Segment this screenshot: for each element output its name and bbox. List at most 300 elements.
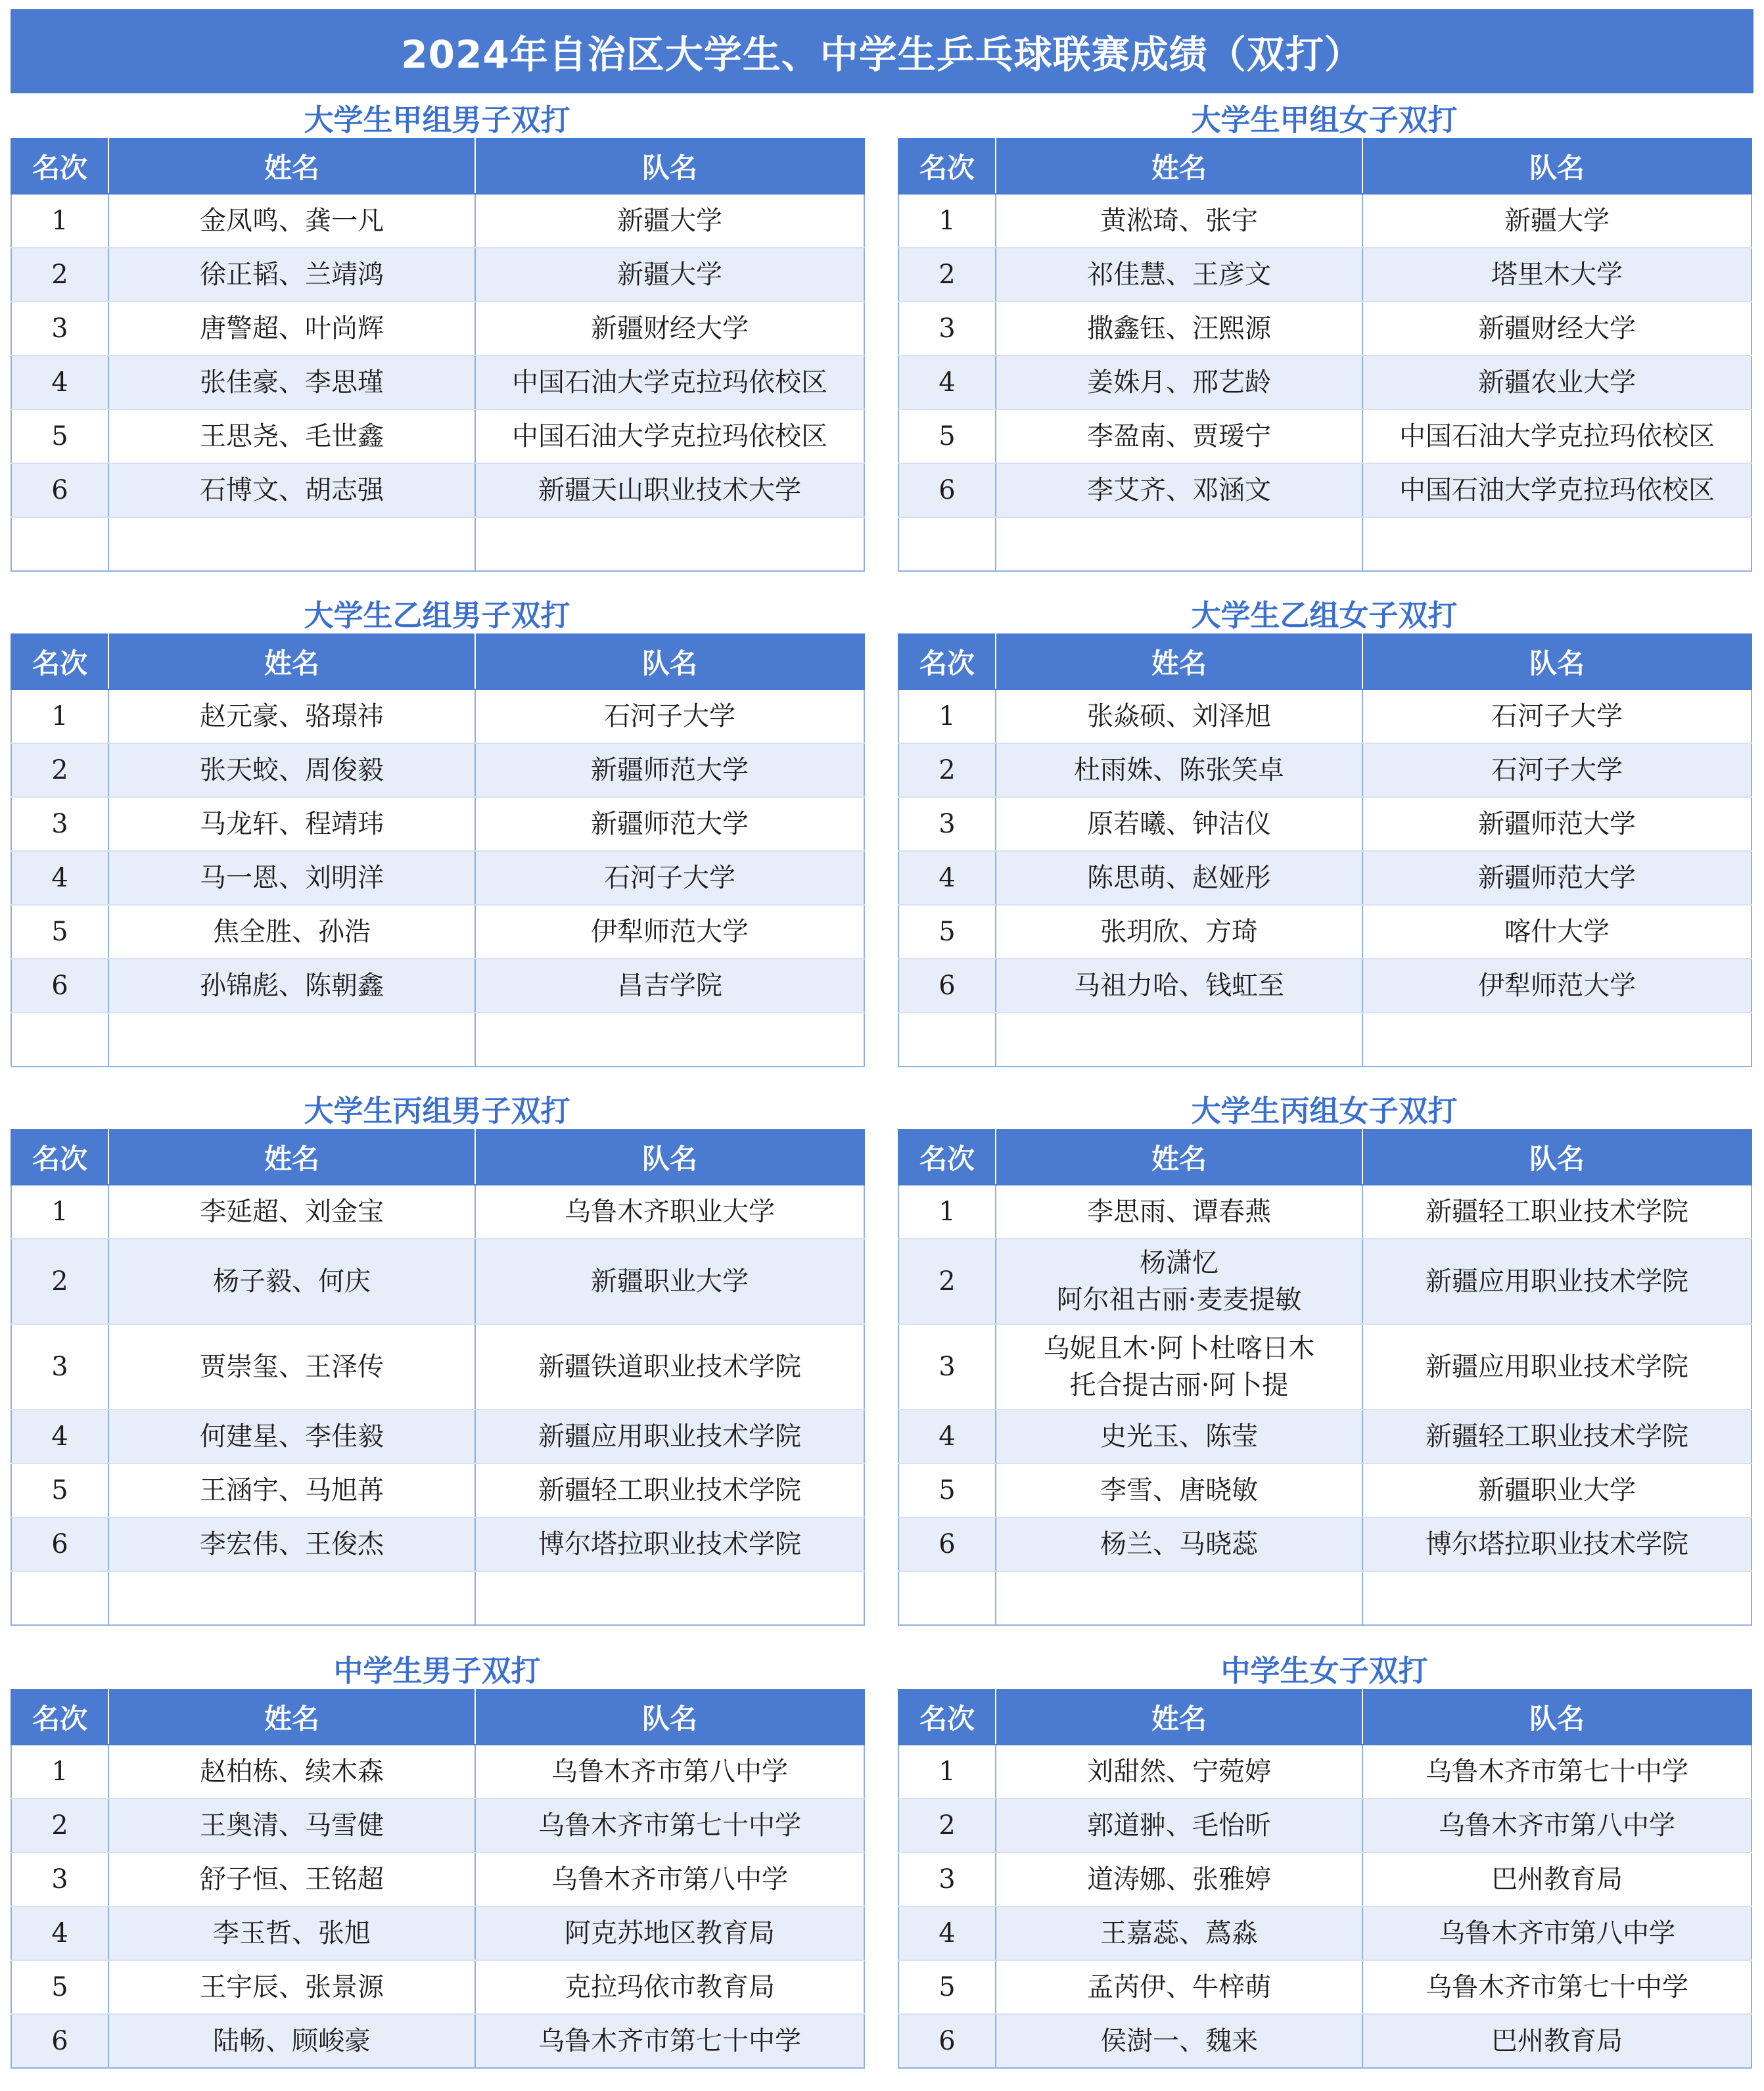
rank-cell: 6 [11,463,108,517]
header-name: 姓名 [996,139,1362,194]
player-names-cell [996,1960,1362,2014]
rank-cell: 6 [898,1517,996,1571]
player-names-cell [108,851,475,905]
team-cell: 新疆应用职业技术学院 [1362,1324,1752,1410]
player-names-cell [996,743,1362,797]
team-cell: 伊犁师范大学 [1362,959,1752,1013]
rank-cell: 4 [898,1410,996,1463]
team-cell: 石河子大学 [1362,689,1752,743]
team-cell: 新疆应用职业技术学院 [1362,1239,1752,1324]
team-cell: 新疆天山职业技术大学 [475,463,864,517]
player-names-cell [996,1745,1362,1799]
player-name-line: 赵柏栋、续木森 [200,1757,384,1787]
player-name-line: 李艾齐、邓涵文 [1087,475,1271,505]
team-cell: 中国石油大学克拉玛依校区 [1362,463,1752,517]
player-name-line: 王奥清、马雪健 [200,1810,384,1841]
section-title: 大学生乙组男子双打 [304,597,570,633]
team-cell: 新疆财经大学 [475,302,864,356]
section-title: 中学生男子双打 [333,1653,541,1688]
player-names-cell [108,409,475,463]
rank-cell: 3 [898,797,996,851]
rank-cell: 1 [11,194,108,248]
team-cell: 新疆财经大学 [1362,302,1752,356]
player-names-cell [108,1571,475,1625]
table-row [898,1517,1752,1571]
player-name-line: 张佳豪、李思瑾 [200,367,384,398]
section-title: 大学生甲组男子双打 [304,102,570,137]
results-table [11,1689,865,2069]
player-name-line: 杨潇忆 [1140,1248,1219,1278]
player-name-line: 张焱硕、刘泽旭 [1087,701,1271,731]
player-names-cell [996,248,1362,302]
rank-cell: 2 [11,743,108,797]
player-name-line: 王宇辰、张景源 [200,1972,384,2002]
results-panel [898,591,1751,1067]
player-names-cell [996,689,1362,743]
rank-cell: 4 [898,851,996,905]
header-team: 队名 [1362,139,1752,194]
rank-cell: 2 [11,248,108,302]
table-row [11,1852,864,1906]
table-row [898,959,1752,1013]
header-team: 队名 [475,634,864,689]
results-table [11,633,865,1067]
table-row [898,1013,1752,1067]
rank-cell: 4 [898,356,996,409]
player-names-cell [108,1013,475,1067]
player-names-cell [996,797,1362,851]
results-table [11,1129,865,1626]
results-table [898,138,1752,572]
player-names-cell [996,194,1362,248]
team-cell: 巴州教育局 [1362,1852,1752,1906]
player-name-line: 李玉哲、张旭 [213,1918,371,1948]
header-rank: 名次 [11,634,108,689]
player-names-cell [996,959,1362,1013]
table-header-row [898,1130,1752,1185]
table-row [898,1410,1752,1463]
player-names-cell [108,1410,475,1463]
header-team: 队名 [1362,1130,1752,1185]
section-title: 大学生乙组女子双打 [1191,597,1458,633]
table-row [11,409,864,463]
table-row [11,1745,864,1799]
table-row [898,1463,1752,1517]
player-names-cell [108,797,475,851]
rank-cell: 1 [898,194,996,248]
player-names-cell [108,248,475,302]
team-cell: 乌鲁木齐市第八中学 [475,1745,864,1799]
player-name-line: 石博文、胡志强 [200,475,384,505]
team-cell: 乌鲁木齐市第七十中学 [475,1799,864,1852]
player-names-cell [108,463,475,517]
team-cell [1362,517,1752,571]
results-table [898,1689,1752,2069]
header-name: 姓名 [108,1689,475,1745]
rank-cell: 6 [898,959,996,1013]
player-names-cell [996,1852,1362,1906]
player-name-line: 李延超、刘金宝 [200,1197,384,1227]
rank-cell: 5 [898,409,996,463]
table-row [11,797,864,851]
rank-cell [898,517,996,571]
team-cell: 新疆职业大学 [475,1239,864,1324]
team-cell: 新疆师范大学 [1362,851,1752,905]
table-row [898,1571,1752,1625]
player-names-cell [996,2014,1362,2068]
rank-cell: 5 [898,905,996,959]
team-cell: 新疆师范大学 [475,743,864,797]
team-cell: 克拉玛依市教育局 [475,1960,864,2014]
rank-cell: 5 [11,1463,108,1517]
team-cell: 中国石油大学克拉玛依校区 [475,356,864,409]
team-cell: 新疆大学 [475,248,864,302]
player-names-cell [108,2014,475,2068]
table-row [898,689,1752,743]
header-team: 队名 [475,1689,864,1745]
player-names-cell [108,689,475,743]
player-names-cell [108,1960,475,2014]
player-name-line: 唐警超、叶尚辉 [200,313,384,344]
table-row [11,1410,864,1463]
team-cell: 乌鲁木齐市第七十中学 [1362,1745,1752,1799]
rank-cell: 1 [898,1185,996,1239]
player-name-line: 张玥欣、方琦 [1100,917,1258,947]
player-names-cell [996,409,1362,463]
table-row [898,1239,1752,1324]
rank-cell: 3 [898,1852,996,1906]
team-cell: 乌鲁木齐市第七十中学 [475,2014,864,2068]
player-name-line: 焦全胜、孙浩 [213,917,371,947]
table-row [11,1571,864,1625]
player-names-cell [996,1410,1362,1463]
player-name-line: 黄淞琦、张宇 [1100,206,1258,236]
table-row [11,1799,864,1852]
rank-cell [11,517,108,571]
player-names-cell [996,1324,1362,1410]
player-name-line: 姜姝月、邢艺龄 [1087,367,1271,398]
player-name-line: 撒鑫钰、汪熙源 [1087,313,1271,344]
player-name-line: 赵元豪、骆璟祎 [200,701,384,731]
player-names-cell [996,517,1362,571]
player-names-cell [108,517,475,571]
table-row [11,1013,864,1067]
player-name-line: 孙锦彪、陈朝鑫 [200,971,384,1001]
team-cell: 巴州教育局 [1362,2014,1752,2068]
player-name-line: 陈思萌、赵娅彤 [1087,863,1271,893]
table-row [898,302,1752,356]
header-name: 姓名 [996,634,1362,689]
table-row [898,194,1752,248]
rank-cell: 4 [11,1906,108,1960]
rank-cell: 5 [11,409,108,463]
team-cell: 新疆农业大学 [1362,356,1752,409]
team-cell: 中国石油大学克拉玛依校区 [475,409,864,463]
player-name-line: 陆畅、顾峻豪 [213,2026,371,2056]
player-names-cell [108,1185,475,1239]
rank-cell: 3 [11,1324,108,1410]
player-name-line: 王思尧、毛世鑫 [200,421,384,451]
rank-cell: 2 [898,248,996,302]
team-cell [475,1013,864,1067]
player-names-cell [108,905,475,959]
team-cell: 石河子大学 [475,689,864,743]
table-row [898,2014,1752,2068]
player-names-cell [996,302,1362,356]
rank-cell [11,1571,108,1625]
header-rank: 名次 [898,1689,996,1745]
team-cell: 塔里木大学 [1362,248,1752,302]
team-cell: 昌吉学院 [475,959,864,1013]
table-row [898,356,1752,409]
rank-cell: 2 [898,743,996,797]
results-panel [11,1087,864,1626]
player-name-line: 史光玉、陈莹 [1100,1421,1258,1452]
table-row [11,194,864,248]
rank-cell: 3 [11,797,108,851]
player-names-cell [996,905,1362,959]
player-names-cell [996,1239,1362,1324]
table-row [11,905,864,959]
player-name-line: 李思雨、谭春燕 [1087,1197,1271,1227]
rank-cell: 4 [11,851,108,905]
table-row [11,1185,864,1239]
player-name-line: 贾崇玺、王泽传 [200,1352,384,1382]
player-names-cell [996,463,1362,517]
table-header-row [11,634,864,689]
table-row [11,1906,864,1960]
table-header-row [898,139,1752,194]
player-name-line: 李雪、唐晓敏 [1100,1475,1258,1505]
table-row [11,463,864,517]
team-cell [1362,1013,1752,1067]
team-cell: 中国石油大学克拉玛依校区 [1362,409,1752,463]
table-row [898,409,1752,463]
rank-cell: 1 [11,1745,108,1799]
table-header-row [11,1689,864,1745]
table-row [898,248,1752,302]
header-team: 队名 [1362,1689,1752,1745]
table-row [11,1517,864,1571]
table-row [11,517,864,571]
table-header-row [898,634,1752,689]
player-name-line: 李宏伟、王俊杰 [200,1529,384,1559]
player-name-line: 孟芮伊、牛梓萌 [1087,1972,1271,2002]
results-panel [11,96,864,572]
table-row [11,1960,864,2014]
team-cell [1362,1571,1752,1625]
player-name-line: 舒子恒、王铭超 [200,1864,384,1895]
player-name-line: 马龙轩、程靖玮 [200,809,384,839]
rank-cell: 5 [898,1463,996,1517]
table-row [898,1906,1752,1960]
results-table [898,1129,1752,1626]
player-names-cell [108,356,475,409]
table-row [11,689,864,743]
player-name-line: 刘甜然、宁菀婷 [1087,1757,1271,1787]
results-panel [11,1647,864,2069]
header-team: 队名 [475,1130,864,1185]
player-name-line: 何建星、李佳毅 [200,1421,384,1452]
section-title: 大学生丙组女子双打 [1191,1093,1458,1128]
rank-cell: 5 [11,1960,108,2014]
player-names-cell [108,1517,475,1571]
player-names-cell [108,1799,475,1852]
table-row [11,1463,864,1517]
table-row [898,1324,1752,1410]
header-team: 队名 [475,139,864,194]
team-cell: 新疆大学 [1362,194,1752,248]
player-names-cell [108,1324,475,1410]
rank-cell: 1 [11,689,108,743]
rank-cell: 3 [898,302,996,356]
table-row [898,1960,1752,2014]
player-name-line: 托合提古丽·阿卜提 [1069,1370,1289,1400]
player-names-cell [996,1906,1362,1960]
player-names-cell [996,1185,1362,1239]
table-row [898,851,1752,905]
team-cell: 新疆轻工职业技术学院 [475,1463,864,1517]
team-cell: 乌鲁木齐市第八中学 [1362,1906,1752,1960]
header-team: 队名 [1362,634,1752,689]
team-cell: 新疆大学 [475,194,864,248]
results-panel [898,1647,1751,2069]
player-name-line: 李盈南、贾瑷宁 [1087,421,1271,451]
table-header-row [11,1130,864,1185]
team-cell: 新疆职业大学 [1362,1463,1752,1517]
table-row [898,1745,1752,1799]
table-row [898,1185,1752,1239]
table-row [898,517,1752,571]
player-name-line: 马一恩、刘明洋 [200,863,384,893]
team-cell: 新疆师范大学 [475,797,864,851]
player-name-line: 阿尔祖古丽·麦麦提敏 [1056,1285,1302,1315]
table-header-row [11,139,864,194]
header-rank: 名次 [11,1130,108,1185]
rank-cell: 6 [898,2014,996,2068]
table-row [11,1239,864,1324]
player-names-cell [996,1517,1362,1571]
player-name-line: 马祖力哈、钱虹至 [1074,971,1284,1001]
results-table [11,138,865,572]
player-names-cell [108,1745,475,1799]
team-cell: 伊犁师范大学 [475,905,864,959]
results-panel [898,96,1751,572]
team-cell: 乌鲁木齐职业大学 [475,1185,864,1239]
player-name-line: 王嘉蕊、蔿淼 [1100,1918,1258,1948]
player-name-line: 杜雨姝、陈张笑卓 [1074,755,1284,785]
header-name: 姓名 [108,1130,475,1185]
player-name-line: 祁佳慧、王彦文 [1087,260,1271,290]
table-row [898,743,1752,797]
rank-cell: 2 [11,1799,108,1852]
player-names-cell [996,1463,1362,1517]
header-rank: 名次 [898,634,996,689]
player-names-cell [108,1463,475,1517]
results-panel [898,1087,1751,1626]
rank-cell: 1 [898,689,996,743]
player-names-cell [996,1799,1362,1852]
rank-cell: 1 [898,1745,996,1799]
rank-cell: 4 [11,1410,108,1463]
rank-cell: 4 [898,1906,996,1960]
rank-cell: 5 [11,905,108,959]
player-names-cell [108,1852,475,1906]
team-cell: 喀什大学 [1362,905,1752,959]
rank-cell: 4 [11,356,108,409]
player-names-cell [996,1571,1362,1625]
team-cell: 乌鲁木齐市第八中学 [1362,1799,1752,1852]
player-names-cell [108,194,475,248]
player-name-line: 金凤鸣、龚一凡 [200,206,384,236]
page-title: 2024年自治区大学生、中学生乒乓球联赛成绩（双打） [11,9,1753,93]
team-cell: 乌鲁木齐市第七十中学 [1362,1960,1752,2014]
player-names-cell [108,302,475,356]
section-title: 中学生女子双打 [1220,1653,1428,1688]
player-name-line: 郭道翀、毛怡昕 [1087,1810,1271,1841]
team-cell: 博尔塔拉职业技术学院 [1362,1517,1752,1571]
team-cell: 新疆轻工职业技术学院 [1362,1410,1752,1463]
table-row [11,302,864,356]
table-row [898,463,1752,517]
table-row [898,1799,1752,1852]
rank-cell: 6 [11,2014,108,2068]
player-name-line: 杨子毅、何庆 [213,1266,371,1297]
rank-cell: 3 [898,1324,996,1410]
table-row [11,2014,864,2068]
table-row [11,248,864,302]
rank-cell: 6 [11,1517,108,1571]
rank-cell [898,1013,996,1067]
table-row [11,1324,864,1410]
player-names-cell [996,356,1362,409]
section-title: 大学生丙组男子双打 [304,1093,570,1128]
header-name: 姓名 [996,1689,1362,1745]
table-row [11,356,864,409]
section-title: 大学生甲组女子双打 [1191,102,1458,137]
header-rank: 名次 [11,1689,108,1745]
rank-cell: 5 [898,1960,996,2014]
team-cell: 新疆师范大学 [1362,797,1752,851]
player-name-line: 乌妮且木·阿卜杜喀日木 [1043,1333,1315,1364]
team-cell [475,1571,864,1625]
player-name-line: 张天蛟、周俊毅 [200,755,384,785]
player-name-line: 原若曦、钟洁仪 [1087,809,1271,839]
header-name: 姓名 [108,634,475,689]
header-rank: 名次 [11,139,108,194]
player-name-line: 徐正韬、兰靖鸿 [200,260,384,290]
rank-cell [898,1571,996,1625]
player-names-cell [996,851,1362,905]
table-header-row [898,1689,1752,1745]
team-cell: 石河子大学 [1362,743,1752,797]
results-panel [11,591,864,1067]
player-name-line: 侯澍一、魏来 [1100,2026,1258,2056]
table-row [11,851,864,905]
rank-cell: 3 [11,1852,108,1906]
rank-cell: 6 [11,959,108,1013]
table-row [898,905,1752,959]
header-rank: 名次 [898,139,996,194]
header-name: 姓名 [108,139,475,194]
player-names-cell [996,1013,1362,1067]
header-name: 姓名 [996,1130,1362,1185]
table-row [898,797,1752,851]
player-name-line: 道涛娜、张雅婷 [1087,1864,1271,1895]
team-cell: 新疆铁道职业技术学院 [475,1324,864,1410]
player-names-cell [108,1906,475,1960]
results-table [898,633,1752,1067]
